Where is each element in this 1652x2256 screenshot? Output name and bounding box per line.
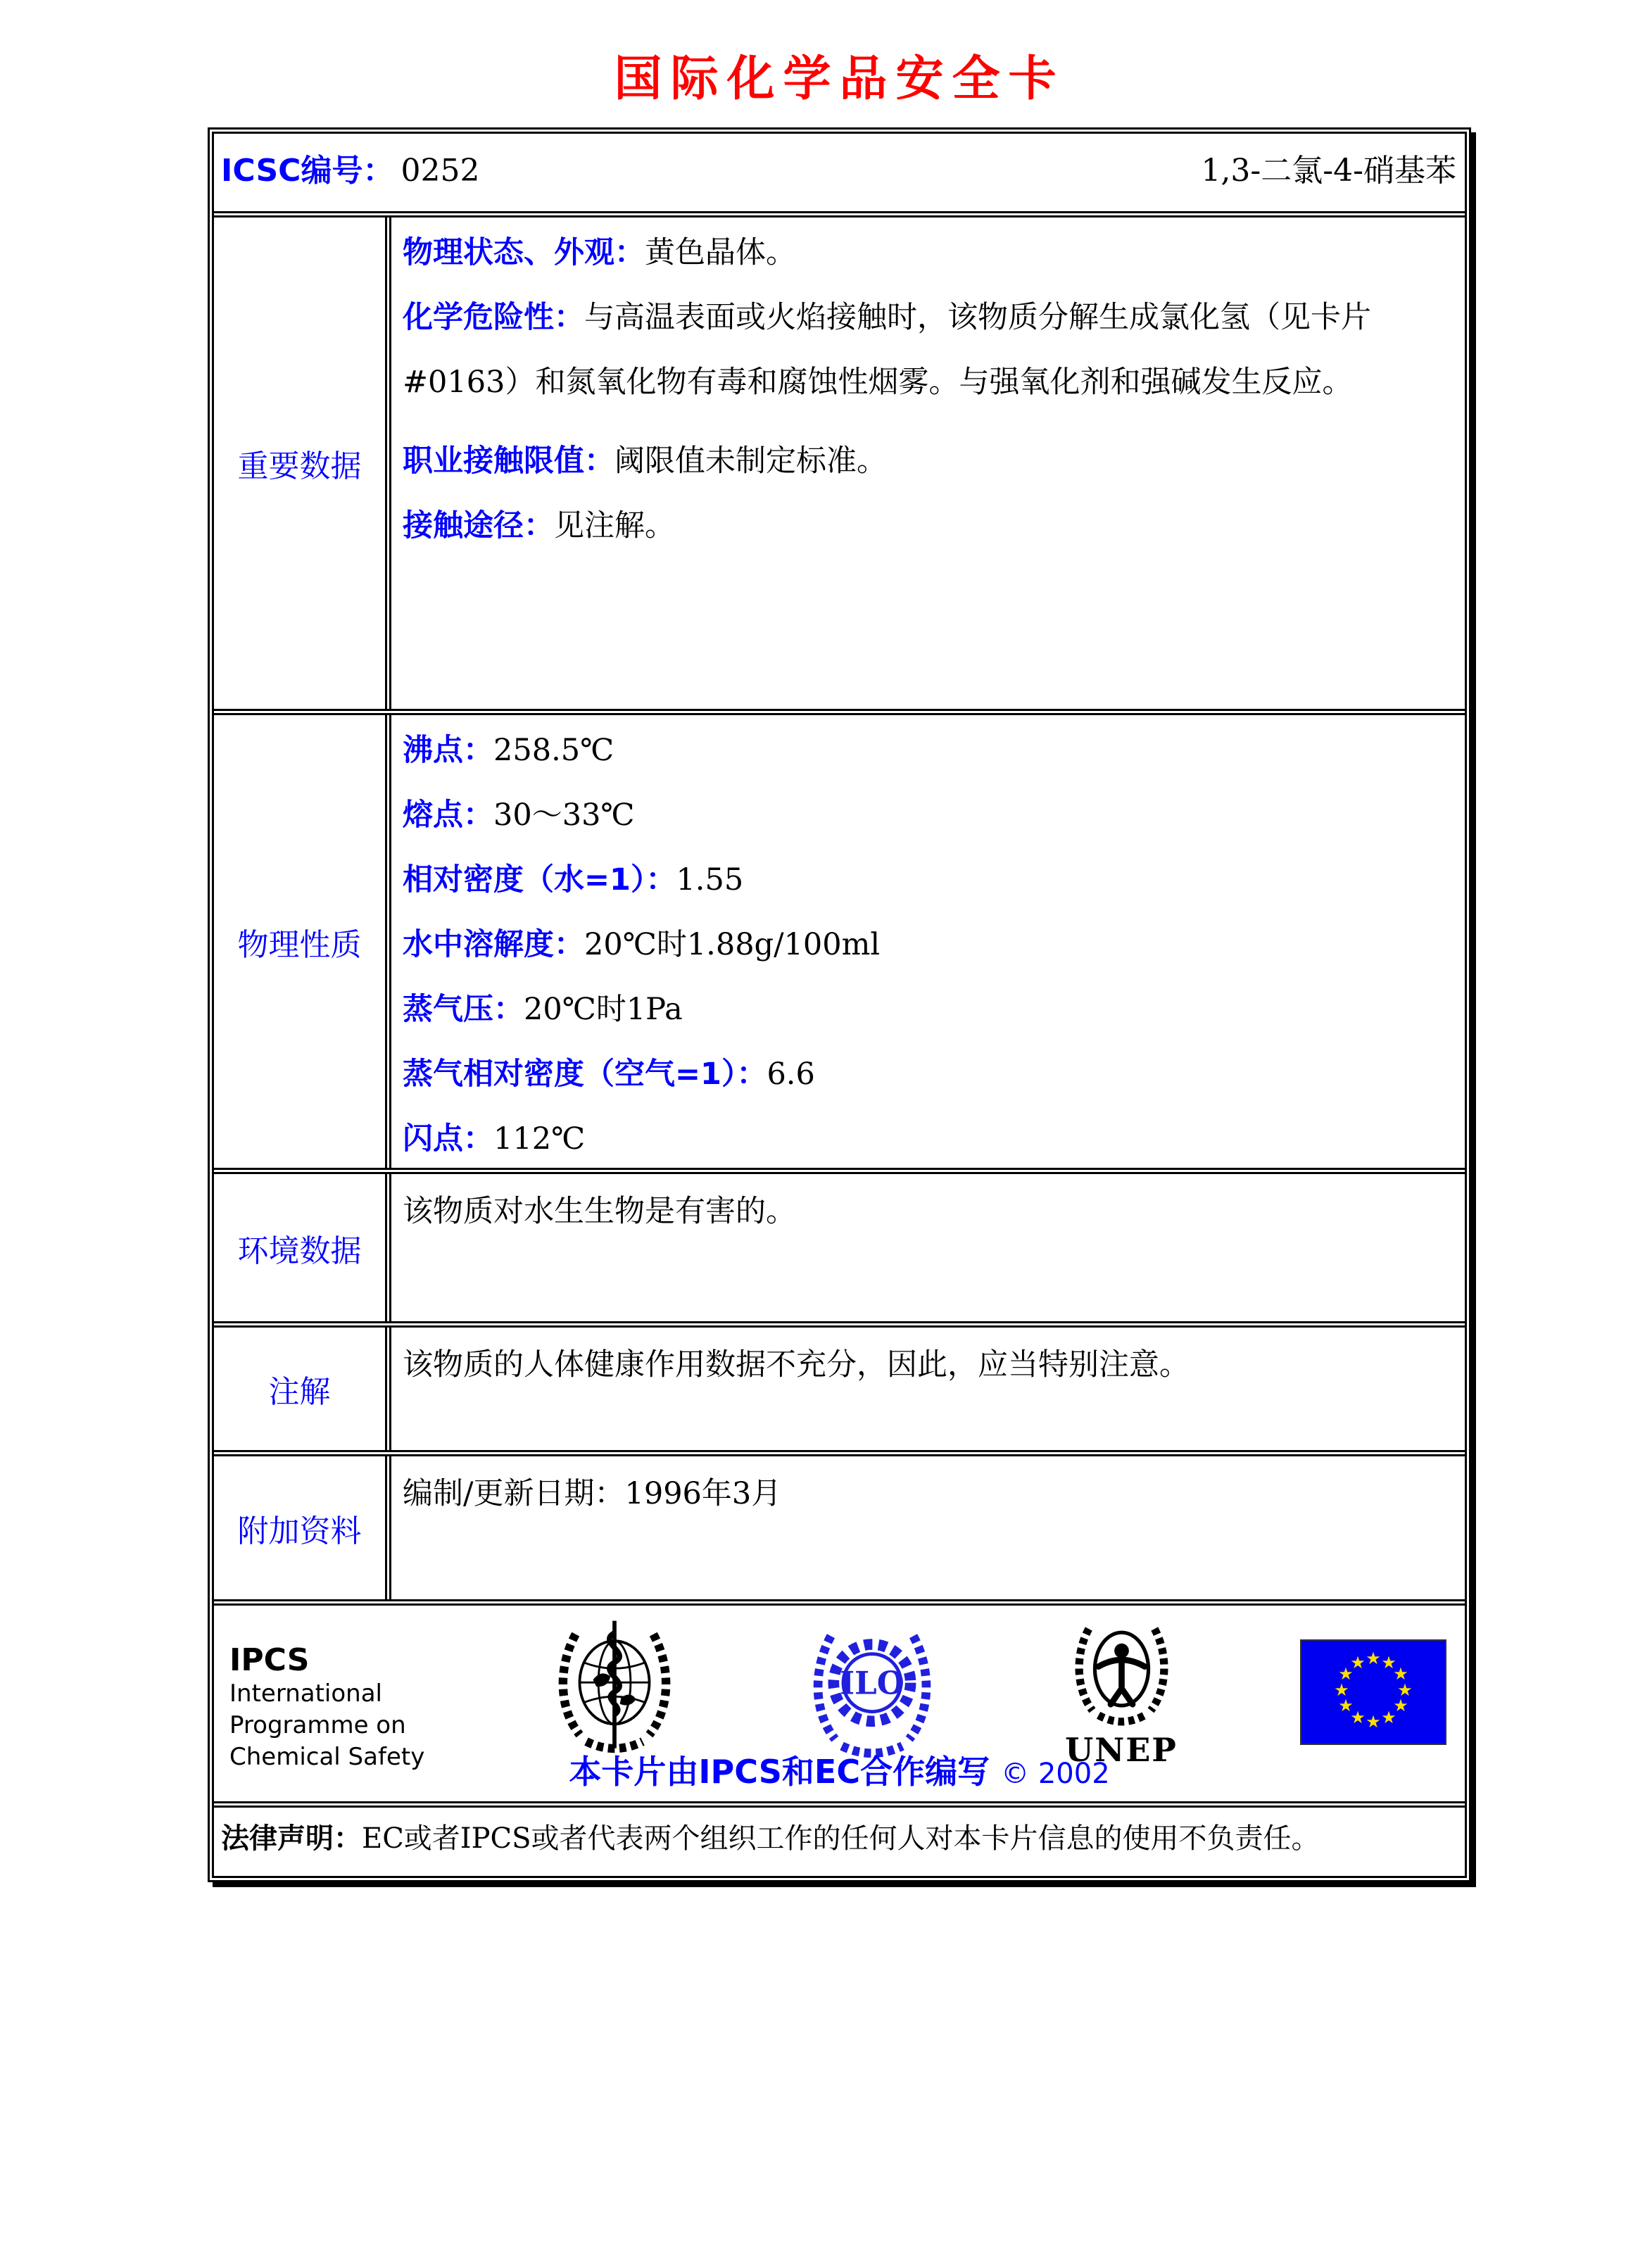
relative-density-value: 1.55 <box>676 862 744 897</box>
ipcs-title: IPCS <box>229 1642 310 1678</box>
card-header-row <box>214 134 1465 211</box>
section-additional-info <box>214 1450 1465 1599</box>
ilo-emblem-icon <box>802 1615 942 1760</box>
flash-point-line <box>403 1107 1455 1168</box>
notes-text: 该物质的人体健康作用数据不充分，因此，应当特别注意。 <box>403 1347 1190 1382</box>
physical-state-label: 物理状态、外观： <box>403 235 645 270</box>
section-label-additional-info: 附加资料 <box>214 1456 391 1599</box>
chemical-danger-value: 与高温表面或火焰接触时，该物质分解生成氯化氢（见卡片#0163）和氮氧化物有毒和腐蚀性烟雾。与强氧化剂和强碱发生反应。 <box>403 300 1371 400</box>
section-label-notes: 注解 <box>214 1328 391 1450</box>
svg-text:★: ★ <box>1381 1653 1396 1672</box>
water-solubility-line <box>403 912 1455 977</box>
flash-point-label: 闪点： <box>403 1121 493 1157</box>
exposure-route-line <box>403 493 1455 558</box>
melting-point-label: 熔点： <box>403 798 493 833</box>
icsc-number-value: 0252 <box>401 153 480 189</box>
ipcs-subtitle-line: Programme on <box>229 1711 406 1739</box>
svg-text:★: ★ <box>1393 1696 1408 1715</box>
section-physical-properties <box>214 709 1465 1168</box>
legal-notice-row <box>214 1801 1465 1876</box>
ilo-text: ILO <box>840 1664 904 1702</box>
icsc-number-group <box>221 145 479 211</box>
environmental-data-text: 该物质对水生生物是有害的。 <box>403 1194 796 1229</box>
page-frame <box>208 0 1471 1882</box>
svg-text:★: ★ <box>1397 1680 1413 1700</box>
boiling-point-value: 258.5℃ <box>493 733 614 768</box>
icsc-number-label: ICSC编号： <box>221 153 394 189</box>
card-credit-caption <box>214 1746 1465 1793</box>
svg-text:★: ★ <box>1381 1708 1396 1727</box>
vapor-pressure-value: 20℃时1Pa <box>524 992 683 1027</box>
section-label-environmental-data: 环境数据 <box>214 1174 391 1321</box>
svg-text:★: ★ <box>1393 1664 1408 1684</box>
ipcs-subtitle-line: International <box>229 1680 382 1708</box>
chemical-danger-label: 化学危险性： <box>403 300 584 335</box>
section-important-data <box>214 211 1465 709</box>
boiling-point-line <box>403 718 1455 783</box>
svg-text:★: ★ <box>1338 1664 1354 1684</box>
vapor-density-label: 蒸气相对密度（空气=1）： <box>403 1057 767 1092</box>
environmental-data-content <box>391 1174 1465 1321</box>
vapor-pressure-line <box>403 977 1455 1042</box>
chemical-name: 1,3-二氯-4-硝基苯 <box>1201 153 1456 189</box>
svg-text:★: ★ <box>1366 1712 1381 1732</box>
notes-content <box>391 1328 1465 1450</box>
section-label-important-data: 重要数据 <box>214 218 391 709</box>
exposure-limit-line <box>403 429 1455 493</box>
additional-info-text: 编制/更新日期：1996年3月 <box>403 1476 782 1511</box>
section-label-physical-properties: 物理性质 <box>214 715 391 1168</box>
vapor-pressure-label: 蒸气压： <box>403 992 524 1027</box>
flash-point-value: 112℃ <box>493 1121 586 1157</box>
vapor-density-value: 6.6 <box>767 1057 815 1092</box>
relative-density-line <box>403 847 1455 912</box>
exposure-limit-label: 职业接触限值： <box>403 443 614 479</box>
exposure-route-label: 接触途径： <box>403 508 554 543</box>
water-solubility-value: 20℃时1.88g/100ml <box>584 927 881 962</box>
legal-notice-label: 法律声明： <box>221 1822 362 1855</box>
logo-strip <box>229 1615 1446 1771</box>
credit-text: 本卡片由IPCS和EC合作编写 <box>569 1753 990 1791</box>
copyright-text: © 2002 <box>1001 1758 1110 1790</box>
melting-point-line <box>403 783 1455 847</box>
important-data-content <box>391 218 1465 709</box>
legal-notice-text: EC或者IPCS或者代表两个组织工作的任何人对本卡片信息的使用不负责任。 <box>362 1822 1320 1855</box>
exposure-limit-value: 阈限值未制定标准。 <box>614 443 887 479</box>
icsc-card <box>208 127 1471 1882</box>
physical-properties-content <box>391 715 1465 1168</box>
section-notes <box>214 1321 1465 1450</box>
melting-point-value: 30～33℃ <box>493 798 635 833</box>
eu-flag-wrap <box>1300 1639 1446 1748</box>
unep-emblem-icon <box>1060 1615 1183 1728</box>
page-title: 国际化学品安全卡 <box>614 51 1065 107</box>
organizations-band <box>214 1599 1465 1801</box>
water-solubility-label: 水中溶解度： <box>403 927 584 962</box>
exposure-route-value: 见注解。 <box>554 508 675 543</box>
svg-text:★: ★ <box>1350 1653 1366 1672</box>
unep-text: UNEP <box>1065 1731 1178 1769</box>
who-emblem-icon <box>544 1615 685 1756</box>
chemical-danger-line <box>403 285 1455 415</box>
physical-state-line <box>403 220 1455 285</box>
svg-text:★: ★ <box>1366 1649 1381 1668</box>
relative-density-label: 相对密度（水=1）： <box>403 862 676 897</box>
additional-info-content <box>391 1456 1465 1599</box>
physical-state-value: 黄色晶体。 <box>645 235 796 270</box>
svg-text:★: ★ <box>1338 1696 1354 1715</box>
vapor-density-line <box>403 1042 1455 1107</box>
section-environmental-data <box>214 1168 1465 1321</box>
ipcs-subtitle-line: Chemical Safety <box>229 1743 425 1771</box>
svg-text:★: ★ <box>1334 1680 1349 1700</box>
eu-flag-icon <box>1300 1639 1446 1745</box>
boiling-point-label: 沸点： <box>403 733 493 768</box>
svg-text:★: ★ <box>1350 1708 1366 1727</box>
